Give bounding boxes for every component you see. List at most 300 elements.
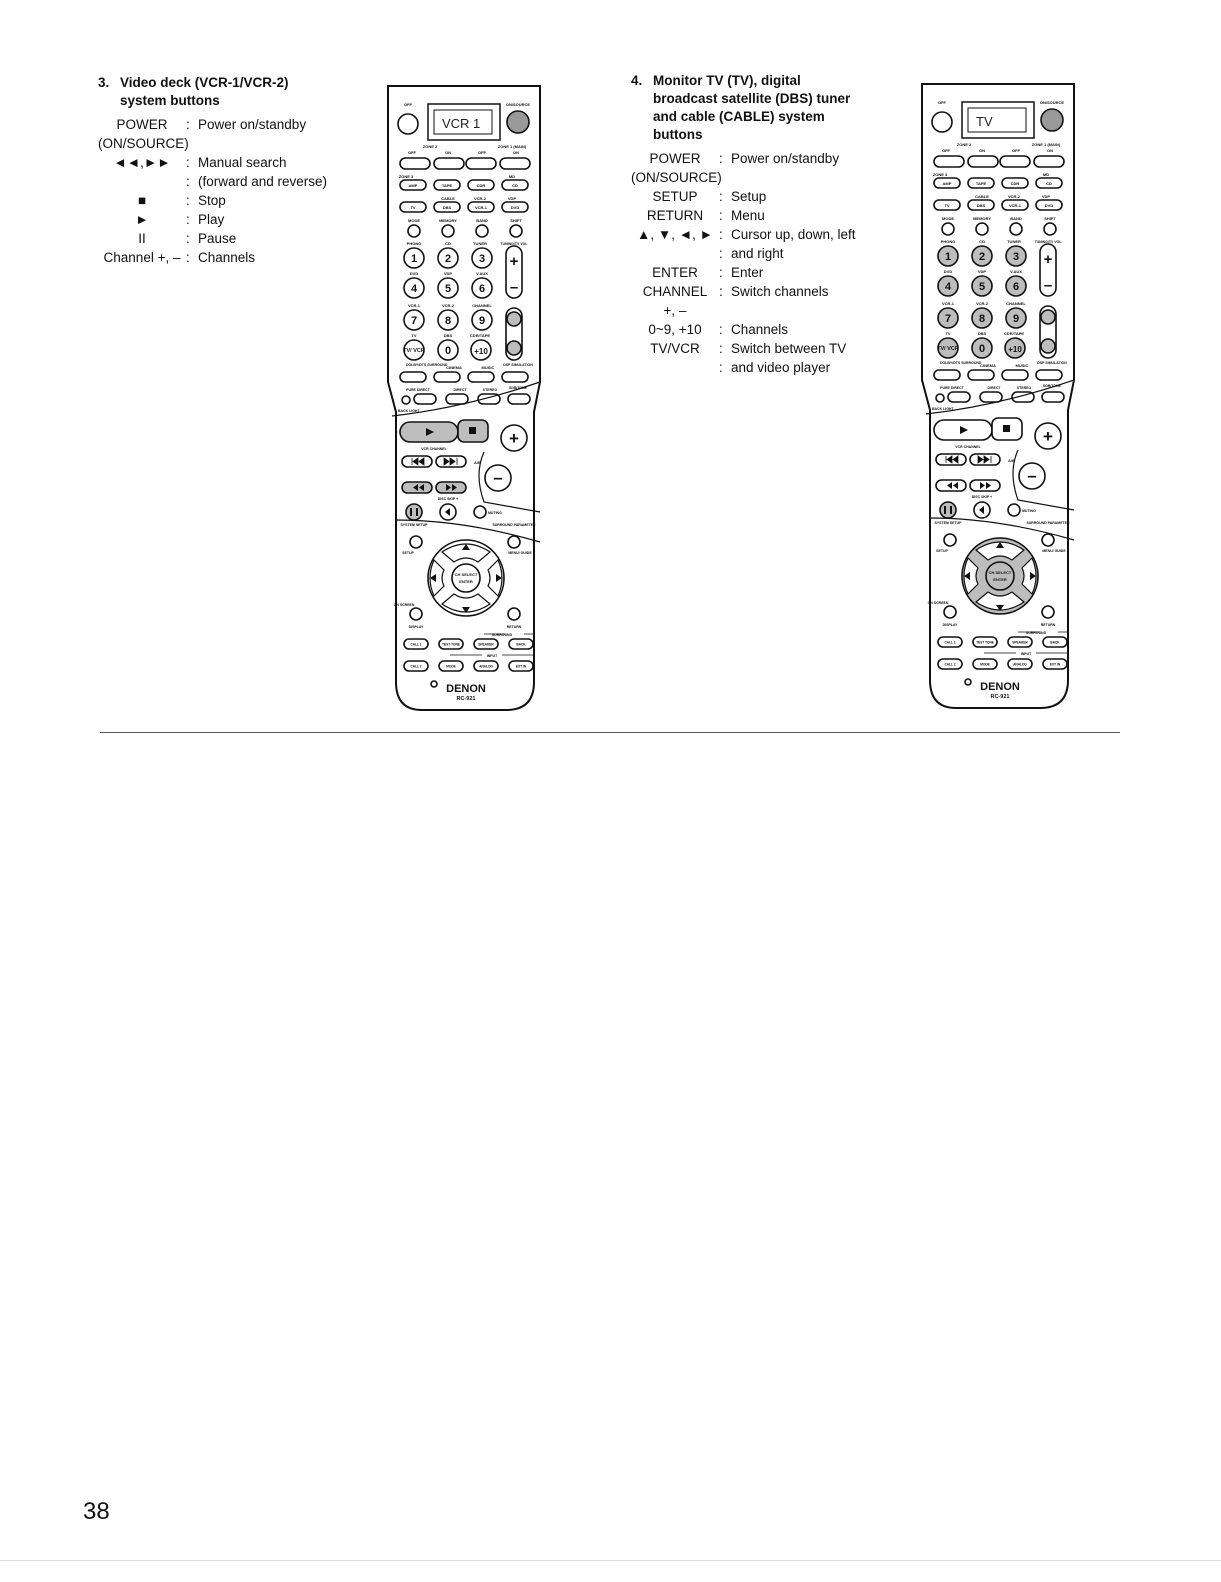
- page-bottom-border: [0, 1560, 1221, 1561]
- remote-label: SHIFT: [1044, 216, 1056, 221]
- remote-label: VDP: [1041, 194, 1051, 199]
- item-key: [631, 358, 719, 377]
- remote-label: INPUT: [1020, 652, 1032, 656]
- surround-mode-button: [446, 394, 468, 404]
- minus-label: –: [1043, 277, 1053, 294]
- remote-label: SHIFT: [510, 218, 522, 223]
- item-colon: :: [719, 360, 723, 375]
- remote-label: MUTING: [1022, 509, 1036, 513]
- item-value: Cursor up, down, left: [731, 227, 856, 242]
- pause-button: [940, 502, 956, 518]
- item-colon: :: [719, 246, 723, 261]
- item-value: [731, 301, 901, 320]
- item-value: and video player: [731, 360, 831, 375]
- number-label: 2: [444, 253, 452, 265]
- item-value: Power on/standby: [731, 151, 840, 166]
- page-number: 38: [83, 1498, 110, 1525]
- item-colon: :: [186, 193, 190, 208]
- item-colon: :: [719, 208, 723, 223]
- remote-label: BACK: [516, 642, 526, 647]
- remote-label: VDP: [507, 196, 517, 201]
- item-value: [731, 168, 901, 187]
- remote-label: MODE: [446, 664, 456, 669]
- remote-label: MODE: [980, 662, 990, 667]
- remote-label: ON: [979, 148, 985, 153]
- system-setup-button: [410, 536, 422, 548]
- return-button: [508, 608, 520, 620]
- remote-label: BACK LIGHT: [932, 407, 954, 411]
- remote-label: SPEAKER: [1012, 640, 1028, 645]
- back-light-indicator: [402, 396, 410, 404]
- remote-label: PURE DIRECT: [406, 388, 430, 392]
- remote-label: VCR CHANNEL: [955, 445, 981, 449]
- model-label: RC-921: [990, 694, 1010, 700]
- remote-label: DVD: [510, 205, 520, 210]
- remote-label: CALL 2: [944, 662, 956, 667]
- plus-label: +: [509, 429, 519, 448]
- item-row: [98, 248, 358, 267]
- number-label: 7: [410, 315, 418, 327]
- remote-label: VCR-1: [1008, 203, 1022, 208]
- remote-label: STEREO: [482, 388, 498, 392]
- item-colon: :: [719, 265, 723, 280]
- item-row: [98, 172, 358, 191]
- remote-label: DISC SKIP +: [437, 497, 459, 501]
- number-label: 1: [410, 253, 418, 265]
- item-row: [631, 301, 901, 320]
- remote-label: ON SCREEN: [927, 601, 949, 605]
- remote-label: MENU/ GUIDE: [508, 551, 532, 555]
- remote-label: TV: [945, 331, 951, 336]
- item-row: [631, 339, 901, 358]
- remote-label: TUNER: [473, 241, 487, 246]
- surround-mode-button: [400, 372, 426, 382]
- item-value: Pause: [198, 231, 237, 246]
- remote-label: VCR-1: [407, 303, 421, 308]
- remote-label: VDP: [977, 269, 987, 274]
- section-4-title: 4. Monitor TV (TV), digital broadcast satellite (DBS) tuner and cable (CABLE) system buttons: [631, 73, 851, 142]
- remote-label: TUNING/TV VOL: [500, 242, 528, 246]
- muting-button: [1008, 504, 1020, 516]
- item-colon: :: [186, 231, 190, 246]
- remote-label: DIRECT: [987, 386, 1001, 390]
- remote-label: MD: [1042, 172, 1050, 177]
- remote-label: VCR-2: [441, 303, 455, 308]
- function-button: [408, 225, 420, 237]
- remote-label: SPEAKER: [478, 642, 494, 647]
- item-row: [98, 191, 358, 210]
- channel-up-button: [507, 312, 521, 326]
- number-label: 5: [444, 283, 452, 295]
- surround-mode-button: [1036, 370, 1062, 380]
- remote-label: DISPLAY: [408, 625, 424, 629]
- item-colon: :: [719, 284, 723, 299]
- item-row: [631, 187, 901, 206]
- remote-label: MD: [508, 174, 516, 179]
- remote-label: TUNER: [1007, 239, 1021, 244]
- remote-label: VDP: [443, 271, 453, 276]
- remote-label: ZONE 2: [422, 144, 438, 149]
- remote-label: ON/SOURCE: [1039, 100, 1065, 105]
- item-value: (forward and reverse): [198, 174, 328, 189]
- section-4-items: [631, 149, 901, 377]
- remote-label: VCR-2: [1007, 194, 1021, 199]
- remote-label: SDB/TONE: [1042, 384, 1062, 388]
- item-value: Manual search: [198, 155, 287, 170]
- item-key: II: [138, 231, 146, 246]
- number-label: 8: [978, 313, 986, 325]
- number-label: +10: [1008, 345, 1022, 354]
- remote-label: DISC SKIP +: [971, 495, 993, 499]
- remote-label: VCR-2: [473, 196, 487, 201]
- item-value: Stop: [198, 193, 226, 208]
- item-row: [631, 206, 901, 225]
- item-row: [98, 229, 358, 248]
- item-colon: :: [186, 174, 190, 189]
- remote-label: CALL 1: [944, 640, 956, 645]
- item-value: Play: [198, 212, 225, 227]
- remote-label: BAND: [1010, 216, 1022, 221]
- remote-label: A/B: [1008, 458, 1015, 463]
- plus-label: +: [509, 253, 519, 270]
- remote-label: MEMORY: [439, 218, 457, 223]
- item-row: [631, 282, 901, 301]
- remote-label: ON: [445, 150, 451, 155]
- item-colon: :: [719, 322, 723, 337]
- item-value: Setup: [731, 189, 767, 204]
- zone-button: [968, 156, 998, 167]
- item-key: +, –: [663, 303, 687, 318]
- number-label: 8: [444, 315, 452, 327]
- surround-mode-button: [1042, 392, 1064, 402]
- remote-label: ON/SOURCE: [505, 102, 531, 107]
- item-row: [631, 149, 901, 168]
- remote-label: MUSIC: [481, 365, 495, 370]
- number-label: 0: [444, 345, 452, 357]
- pause-button: [406, 504, 422, 520]
- back-light-indicator: [936, 394, 944, 402]
- remote-label: OFF: [478, 150, 486, 155]
- remote-label: AMP: [942, 181, 952, 186]
- remote-label: TEST TONE: [976, 640, 994, 645]
- remote-label: ON: [513, 150, 519, 155]
- item-key: Channel +, –: [103, 250, 181, 265]
- zone-button: [400, 158, 430, 169]
- remote-label: DSP SIMULATION: [503, 363, 533, 367]
- remote-label: ENTER: [993, 577, 1007, 582]
- surround-mode-button: [502, 372, 528, 382]
- remote-label: CDR/TAPE: [469, 333, 491, 338]
- remote-label: ZONE 3: [932, 172, 948, 177]
- item-value: Channels: [731, 322, 789, 337]
- remote-label: A/B: [474, 460, 481, 465]
- item-colon: :: [719, 189, 723, 204]
- remote-label: TV: [411, 333, 417, 338]
- item-key: RETURN: [646, 208, 704, 223]
- zone-button: [1034, 156, 1064, 167]
- remote-label: DISPLAY: [942, 623, 958, 627]
- item-value: and right: [731, 246, 784, 261]
- remote-label: DBS: [976, 203, 986, 208]
- remote-label: DSP SIMULATION: [1037, 361, 1067, 365]
- minus-label: –: [509, 279, 519, 296]
- item-key: POWER: [649, 151, 701, 166]
- remote-label: DBS: [442, 205, 452, 210]
- number-label: 0: [978, 343, 986, 355]
- section-3: [98, 74, 358, 267]
- remote-label: DVD: [409, 271, 419, 276]
- function-button: [942, 223, 954, 235]
- number-label: 5: [978, 281, 986, 293]
- remote-label: CD: [1046, 181, 1052, 186]
- remote-label: SDB/TONE: [508, 386, 528, 390]
- remote-label: BACK: [1050, 640, 1060, 645]
- remote-label: EXT IN: [1049, 662, 1061, 667]
- lcd-text: VCR 1: [442, 116, 481, 131]
- remote-label: DBS: [443, 333, 453, 338]
- remote-label: SYSTEM SETUP: [934, 521, 962, 525]
- item-value: Switch channels: [731, 284, 829, 299]
- item-row: [98, 115, 358, 134]
- remote-label: VCR-1: [474, 205, 488, 210]
- remote-label: V.AUX: [476, 271, 488, 276]
- item-key: SETUP: [652, 189, 698, 204]
- remote-label: DVD: [1044, 203, 1054, 208]
- number-label: 7: [944, 313, 952, 325]
- item-row: [631, 244, 901, 263]
- item-value: [198, 134, 358, 153]
- remote-label: MUSIC: [1015, 363, 1029, 368]
- remote-label: CDR/TAPE: [1003, 331, 1025, 336]
- indicator-led: [431, 681, 437, 687]
- item-colon: [186, 134, 198, 153]
- indicator-led: [965, 679, 971, 685]
- model-label: RC-921: [456, 696, 476, 702]
- function-button: [476, 225, 488, 237]
- item-row: [631, 358, 901, 377]
- remote-label: OFF: [404, 102, 412, 107]
- item-colon: :: [186, 250, 190, 265]
- remote-label: ANALOG: [1013, 662, 1027, 667]
- remote-label: DVD: [943, 269, 953, 274]
- power-on-source-button: [1041, 109, 1063, 131]
- tvvcr-label: TV/ VCR: [937, 346, 959, 352]
- zone-button: [434, 158, 464, 169]
- item-key: ■: [137, 193, 147, 208]
- number-label: 6: [1012, 281, 1020, 293]
- item-key: (ON/SOURCE): [98, 136, 189, 151]
- item-colon: :: [719, 227, 723, 242]
- zone-button: [934, 156, 964, 167]
- remote-label: SYSTEM SETUP: [400, 523, 428, 527]
- brand-logo: DENON: [446, 683, 486, 695]
- channel-down-button: [507, 341, 521, 355]
- remote-label: ON SCREEN: [393, 603, 415, 607]
- tvvcr-label: TV/ VCR: [403, 348, 425, 354]
- number-label: +10: [474, 347, 488, 356]
- item-row: [631, 225, 901, 244]
- remote-label: SETUP: [402, 551, 414, 555]
- remote-label: CABLE: [441, 196, 455, 201]
- remote-label: PHONO: [406, 241, 422, 246]
- item-row: [98, 210, 358, 229]
- remote-label: OFF: [938, 100, 946, 105]
- remote-label: CH SELECT: [454, 572, 478, 577]
- remote-label: PURE DIRECT: [940, 386, 964, 390]
- item-colon: [719, 168, 731, 187]
- remote-label: DOLBY/DTS SURROUND: [406, 363, 448, 367]
- item-colon: :: [186, 117, 190, 132]
- number-label: 2: [978, 251, 986, 263]
- return-button: [1042, 606, 1054, 618]
- stop-icon: [469, 427, 476, 434]
- item-key: [631, 244, 719, 263]
- number-label: 9: [478, 315, 486, 327]
- remote-label: CD: [979, 239, 985, 244]
- remote-label: CALL 2: [410, 664, 422, 669]
- remote-label: ZONE 1 (MAIN): [1031, 142, 1061, 147]
- remote-label: CINEMA: [446, 365, 462, 370]
- item-value: Power on/standby: [198, 117, 307, 132]
- remote-label: MODE: [942, 216, 954, 221]
- number-label: 3: [478, 253, 486, 265]
- remote-label: CHANNEL: [472, 303, 492, 308]
- item-key: ENTER: [652, 265, 698, 280]
- minus-label: –: [493, 468, 503, 487]
- remote-label: STEREO: [1016, 386, 1032, 390]
- remote-label: CDR: [1010, 181, 1020, 186]
- remote-label: V.AUX: [1010, 269, 1022, 274]
- remote-label: CD: [445, 241, 451, 246]
- item-colon: :: [719, 151, 723, 166]
- item-key: POWER: [116, 117, 168, 132]
- remote-label: ANALOG: [479, 664, 493, 669]
- remote-label: TUNING/TV VOL: [1034, 240, 1062, 244]
- function-button: [510, 225, 522, 237]
- item-key: CHANNEL: [642, 284, 708, 299]
- item-colon: :: [186, 212, 190, 227]
- remote-label: AMP: [408, 183, 418, 188]
- section-3-items: [98, 115, 358, 267]
- item-key: (ON/SOURCE): [631, 170, 722, 185]
- channel-up-button: [1041, 310, 1055, 324]
- remote-label: TAPE: [975, 181, 987, 186]
- number-label: 4: [944, 281, 952, 293]
- number-label: 4: [410, 283, 418, 295]
- remote-label: DIRECT: [453, 388, 467, 392]
- surround-mode-button: [1002, 370, 1028, 380]
- remote-label: ENTER: [459, 579, 473, 584]
- item-row: [631, 168, 901, 187]
- remote-label: CABLE: [975, 194, 989, 199]
- remote-label: VCR-2: [975, 301, 989, 306]
- remote-label: BACK LIGHT: [398, 409, 420, 413]
- section-4: [631, 72, 901, 377]
- remote-label: ZONE 1 (MAIN): [497, 144, 527, 149]
- item-key: [98, 172, 186, 191]
- zone-button: [500, 158, 530, 169]
- item-key: ►: [135, 212, 149, 227]
- remote-label: ON: [1047, 148, 1053, 153]
- function-button: [1044, 223, 1056, 235]
- item-value: Menu: [731, 208, 765, 223]
- item-value: Enter: [731, 265, 764, 280]
- minus-label: –: [1027, 466, 1037, 485]
- remote-label: CALL 1: [410, 642, 422, 647]
- remote-label: OFF: [408, 150, 416, 155]
- remote-label: SURROUND: [491, 633, 513, 637]
- surround-mode-button: [508, 394, 530, 404]
- remote-label: DOLBY/DTS SURROUND: [940, 361, 982, 365]
- surround-mode-button: [468, 372, 494, 382]
- remote-label: SETUP: [936, 549, 948, 553]
- remote-control-vcr: [384, 82, 544, 714]
- remote-label: CHANNEL: [1006, 301, 1026, 306]
- remote-label: SURROUND PARAMETER: [1026, 521, 1070, 525]
- system-setup-button: [944, 534, 956, 546]
- surround-mode-button: [968, 370, 994, 380]
- remote-label: SURROUND: [1025, 631, 1047, 635]
- number-label: 9: [1012, 313, 1020, 325]
- function-button: [976, 223, 988, 235]
- section-3-title: 3. Video deck (VCR-1/VCR-2) system buttons: [98, 75, 289, 108]
- brand-logo: DENON: [980, 681, 1020, 693]
- remote-label: MODE: [408, 218, 420, 223]
- surround-parameter-button: [1042, 534, 1054, 546]
- item-colon: [719, 301, 731, 320]
- item-colon: :: [719, 341, 723, 356]
- surround-mode-button: [948, 392, 970, 402]
- item-row: [631, 320, 901, 339]
- on-screen-button: [944, 606, 956, 618]
- muting-button: [474, 506, 486, 518]
- number-label: 1: [944, 251, 952, 263]
- remote-label: VCR-1: [941, 301, 955, 306]
- remote-label: CDR: [476, 183, 486, 188]
- number-label: 6: [478, 283, 486, 295]
- on-screen-button: [410, 608, 422, 620]
- remote-label: DBS: [977, 331, 987, 336]
- remote-label: TV: [410, 205, 416, 210]
- enter-button: [986, 562, 1014, 590]
- power-off-button: [398, 114, 418, 134]
- remote-label: CH SELECT: [988, 570, 1012, 575]
- horizontal-rule: [100, 732, 1120, 733]
- remote-label: VCR CHANNEL: [421, 447, 447, 451]
- remote-control-tv: [918, 80, 1078, 712]
- function-button: [1010, 223, 1022, 235]
- surround-mode-button: [934, 370, 960, 380]
- power-on-source-button: [507, 111, 529, 133]
- item-key: ▲, ▼, ◄, ►: [637, 227, 713, 242]
- remote-label: INPUT: [486, 654, 498, 658]
- item-row: [98, 153, 358, 172]
- item-key: TV/VCR: [650, 341, 700, 356]
- surround-mode-button: [414, 394, 436, 404]
- remote-label: PHONO: [940, 239, 956, 244]
- zone-button: [466, 158, 496, 169]
- lcd-text: TV: [976, 114, 993, 129]
- surround-parameter-button: [508, 536, 520, 548]
- item-value: Channels: [198, 250, 256, 265]
- plus-label: +: [1043, 251, 1053, 268]
- remote-label: OFF: [1012, 148, 1020, 153]
- remote-label: OFF: [942, 148, 950, 153]
- remote-label: SURROUND PARAMETER: [492, 523, 536, 527]
- remote-label: EXT IN: [515, 664, 527, 669]
- channel-down-button: [1041, 339, 1055, 353]
- remote-label: RETURN: [506, 625, 522, 629]
